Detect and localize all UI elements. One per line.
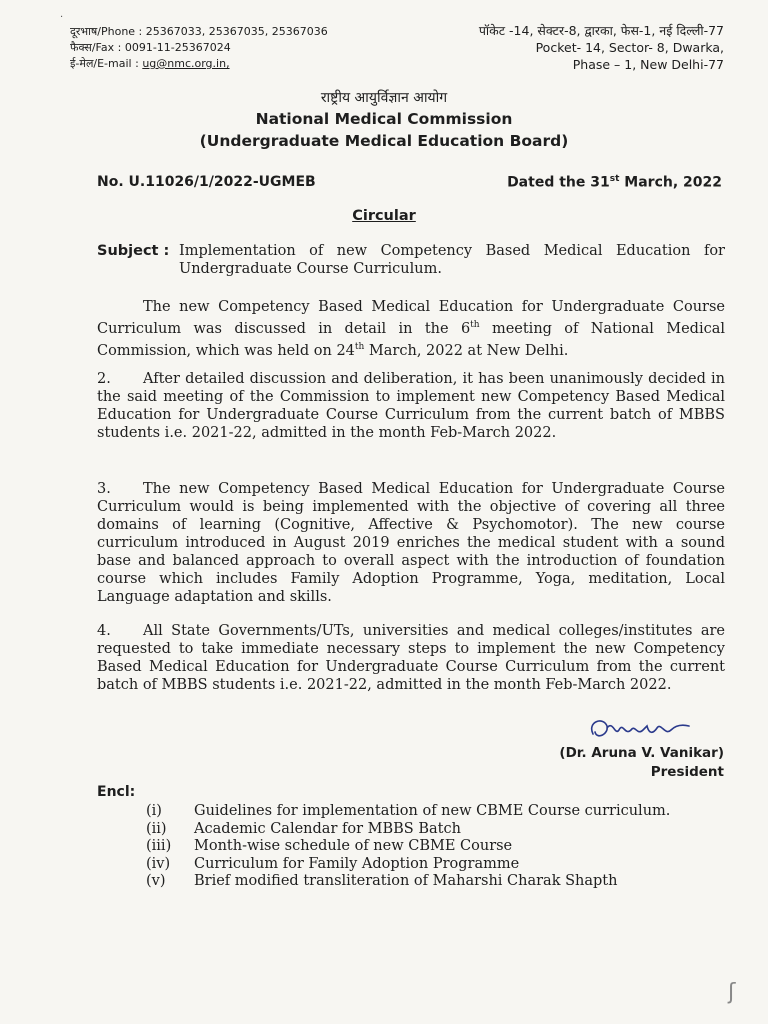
subject [97,242,725,278]
enclosure-text: Brief modified transliteration of Maharshi Charak Shapth [194,873,618,889]
scan-mark-icon: ʃ [728,980,736,1005]
contact-block [70,24,328,72]
paragraph-4 [97,622,725,694]
org-name [0,108,768,152]
enclosure-text: Month-wise schedule of new CBME Course [194,838,513,854]
signatory-name: (Dr. Aruna V. Vanikar) [559,745,724,761]
scan-mark-icon: · [60,12,64,23]
signatory-designation: President [650,764,724,780]
p1-text-c: March, 2022 at New Delhi. [364,342,569,359]
org-name-hindi: राष्ट्रीय आयुर्विज्ञान आयोग [320,90,448,106]
p3-text: The new Competency Based Medical Education for Undergraduate Course Curriculum would is being implemented with the objective of covering all three domains of learning (Cognitive, Affective & Psychomotor). The new course curriculum introduced in August 2019 enriches the medical student with a sound base and balanced approach to overall aspect with the introduction of foundation course which includes Family Adoption Programme, Yoga, meditation, Local Language adaptation and skills. [97,481,725,605]
address-line-1: Pocket- 14, Sector- 8, Dwarka, [535,40,724,55]
enclosures-list [146,803,670,891]
paragraph-3 [97,480,725,606]
p3-number: 3. [97,481,111,497]
enclosure-item [146,856,670,874]
subject-label: Subject : [97,243,170,259]
p1-text-a: The new Competency Based Medical Education for Undergraduate Course Curriculum was discussed in detail in the 6 [97,299,725,337]
issue-date [507,174,722,191]
board-name: (Undergraduate Medical Education Board) [199,132,569,150]
reference-number: No. U.11026/1/2022-UGMEB [97,174,316,190]
fax-line: फैक्स/Fax : 0091-11-25367024 [70,41,231,54]
enclosure-text: Academic Calendar for MBBS Batch [194,820,461,837]
enclosure-number: (v) [146,873,166,889]
subject-text: Implementation of new Competency Based Medical Education for Undergraduate Course Curriculum. [179,243,725,277]
enclosure-text: Curriculum for Family Adoption Programme [194,855,520,872]
enclosures-title: Encl: [97,784,136,800]
p1-sup-1: th [470,320,480,330]
enclosure-number: (i) [146,803,162,819]
email-link[interactable]: ug@nmc.org.in, [142,57,230,70]
enclosure-text: Guidelines for implementation of new CBME Course curriculum. [194,803,671,819]
paragraph-1 [97,298,725,360]
paragraph-2 [97,370,725,442]
p1-text-b: meeting of National Medical Commission, which was held on 24 [97,320,725,359]
enclosure-number: (iv) [146,855,171,872]
enclosure-item [146,838,670,856]
address-hindi: पॉकेट -14, सेक्टर-8, द्वारका, फेस-1, नई दिल्ली-77 [478,23,724,38]
enclosure-number: (iii) [146,838,172,854]
address-line-2: Phase – 1, New Delhi-77 [572,57,724,72]
p2-text: After detailed discussion and deliberation, it has been unanimously decided in the said meeting of the Commission to implement new Competency Based Medical Education for Undergraduate Course Curriculum from the current batch of MBBS students i.e. 2021-22, admitted in the month Feb-March 2022. [97,371,725,441]
phone-line: दूरभाष/Phone : 25367033, 25367035, 25367036 [70,25,328,38]
p4-number: 4. [97,623,111,639]
document-title: Circular [352,208,416,224]
enclosure-item [146,803,670,821]
date-sup: st [609,174,620,184]
enclosure-item [146,821,670,839]
p2-number: 2. [97,371,111,387]
address-block [479,22,724,73]
email-line [70,56,328,72]
commission-name: National Medical Commission [255,110,513,128]
signatory-block [559,744,724,782]
email-label: ई-मेल/E-mail : [70,57,143,70]
enclosure-item [146,873,670,891]
p1-sup-2: th [354,341,365,352]
enclosure-number: (ii) [146,820,167,837]
signature-graphic [585,712,695,746]
p4-text: All State Governments/UTs, universities and medical colleges/institutes are requested to take immediate necessary steps to implement the new Competency Based Medical Education for Undergraduate Course Curriculum from the current batch of MBBS students i.e. 2021-22, admitted in the month Feb-March 2022. [97,623,725,693]
date-prefix: Dated the 31 [507,174,610,191]
date-suffix: March, 2022 [619,174,722,191]
